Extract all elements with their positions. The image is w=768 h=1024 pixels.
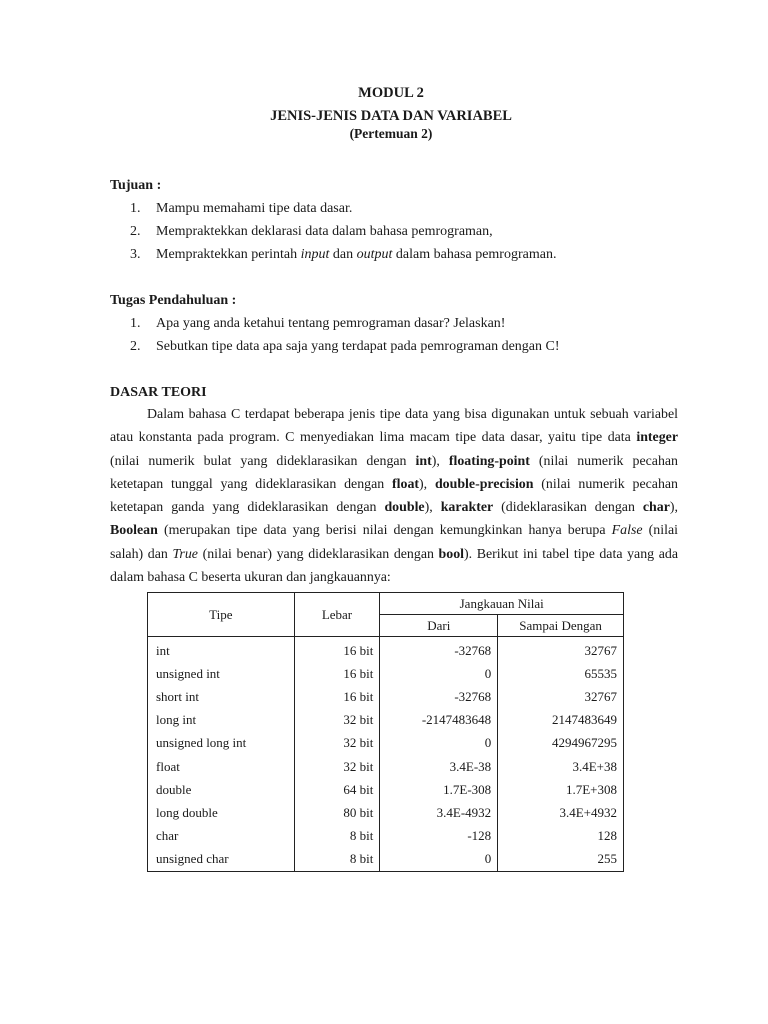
module-title: JENIS-JENIS DATA DAN VARIABEL: [270, 108, 512, 124]
cell-tipe: short int: [148, 685, 295, 708]
table-row: [148, 848, 624, 872]
cell-lebar: 64 bit: [294, 778, 380, 801]
table-row: [148, 755, 624, 778]
cell-lebar: 16 bit: [294, 662, 380, 685]
cell-sampai: 32767: [584, 688, 617, 704]
header-sampai: Sampai Dengan: [498, 615, 624, 637]
cell-sampai: 3.4E+4932: [559, 804, 617, 820]
cell-lebar: 32 bit: [294, 709, 380, 732]
list-item: 2. Mempraktekkan deklarasi data dalam bahasa pemrograman,: [130, 224, 493, 239]
table-row: [148, 709, 624, 732]
cell-dari: -2147483648: [380, 709, 498, 732]
table-row: [148, 732, 624, 755]
table-body: [148, 637, 624, 872]
cell-dari: 0: [380, 732, 498, 755]
cell-sampai: 2147483649: [552, 712, 617, 728]
cell-tipe: long int: [148, 709, 295, 732]
list-item: 1. Mampu memahami tipe data dasar.: [130, 201, 353, 216]
cell-lebar: 80 bit: [294, 801, 380, 824]
cell-lebar: 32 bit: [294, 755, 380, 778]
cell-lebar: 8 bit: [294, 848, 380, 872]
header-lebar: Lebar: [294, 593, 380, 637]
cell-tipe: int: [148, 637, 295, 663]
cell-sampai: 1.7E+308: [565, 781, 617, 797]
table-row: [148, 778, 624, 801]
dasar-teori-heading: DASAR TEORI: [110, 385, 207, 400]
cell-tipe: unsigned char: [148, 848, 295, 872]
cell-sampai: 255: [597, 851, 617, 867]
dasar-teori-paragraph: Dalam bahasa C terdapat beberapa jenis tipe data yang bisa digunakan untuk sebuah variabel atau konstanta pada program. C menyediakan lima macam tipe data dasar, yaitu tipe data integer (nilai numerik bulat yang dideklarasikan dengan int), floating-point (nilai numerik pecahan ketetapan tunggal yang dideklarasikan dengan float), double-precision (nilai numerik pecahan ketetapan ganda yang dideklarasikan dengan double), karakter (dideklarasikan dengan char), Boolean (merupakan tipe data yang berisi nilai dengan kemungkinkan hanya berupa False (nilai salah) dan True (nilai benar) yang dideklarasikan dengan bool). Berikut ini tabel tipe data yang ada dalam bahasa C beserta ukuran dan jangkauannya:: [110, 407, 679, 586]
cell-lebar: 16 bit: [294, 685, 380, 708]
cell-lebar: 16 bit: [294, 637, 380, 663]
cell-dari: -128: [380, 825, 498, 848]
header-dari: Dari: [380, 615, 498, 637]
cell-tipe: unsigned long int: [148, 732, 295, 755]
cell-dari: 3.4E-4932: [380, 801, 498, 824]
module-number: MODUL 2: [358, 85, 424, 101]
cell-sampai: 32767: [584, 642, 617, 658]
module-meeting: (Pertemuan 2): [349, 126, 433, 141]
header-tipe: Tipe: [148, 593, 295, 637]
data-type-table: [147, 592, 624, 872]
list-item: 1. Apa yang anda ketahui tentang pemrograman dasar? Jelaskan!: [130, 316, 506, 331]
tujuan-heading: Tujuan :: [110, 178, 162, 193]
cell-dari: 1.7E-308: [380, 778, 498, 801]
cell-dari: -32768: [380, 685, 498, 708]
cell-tipe: long double: [148, 801, 295, 824]
cell-sampai: 128: [597, 828, 617, 844]
cell-dari: 0: [380, 848, 498, 872]
table-row: [148, 801, 624, 824]
table-row: [148, 685, 624, 708]
cell-sampai: 4294967295: [552, 735, 617, 751]
header-jangkauan: Jangkauan Nilai: [380, 593, 624, 615]
list-item: 3. Mempraktekkan perintah input dan output dalam bahasa pemrograman.: [130, 247, 557, 262]
list-item: 2. Sebutkan tipe data apa saja yang terdapat pada pemrograman dengan C!: [130, 339, 560, 354]
cell-dari: 0: [380, 662, 498, 685]
cell-dari: 3.4E-38: [380, 755, 498, 778]
cell-dari: -32768: [380, 637, 498, 663]
cell-tipe: double: [148, 778, 295, 801]
table-row: [148, 637, 624, 663]
cell-lebar: 32 bit: [294, 732, 380, 755]
table-row: [148, 825, 624, 848]
tugas-heading: Tugas Pendahuluan :: [110, 293, 237, 308]
cell-tipe: char: [148, 825, 295, 848]
cell-sampai: 65535: [584, 665, 617, 681]
cell-lebar: 8 bit: [294, 825, 380, 848]
cell-tipe: unsigned int: [148, 662, 295, 685]
table-row: [148, 662, 624, 685]
cell-tipe: float: [148, 755, 295, 778]
cell-sampai: 3.4E+38: [572, 758, 617, 774]
